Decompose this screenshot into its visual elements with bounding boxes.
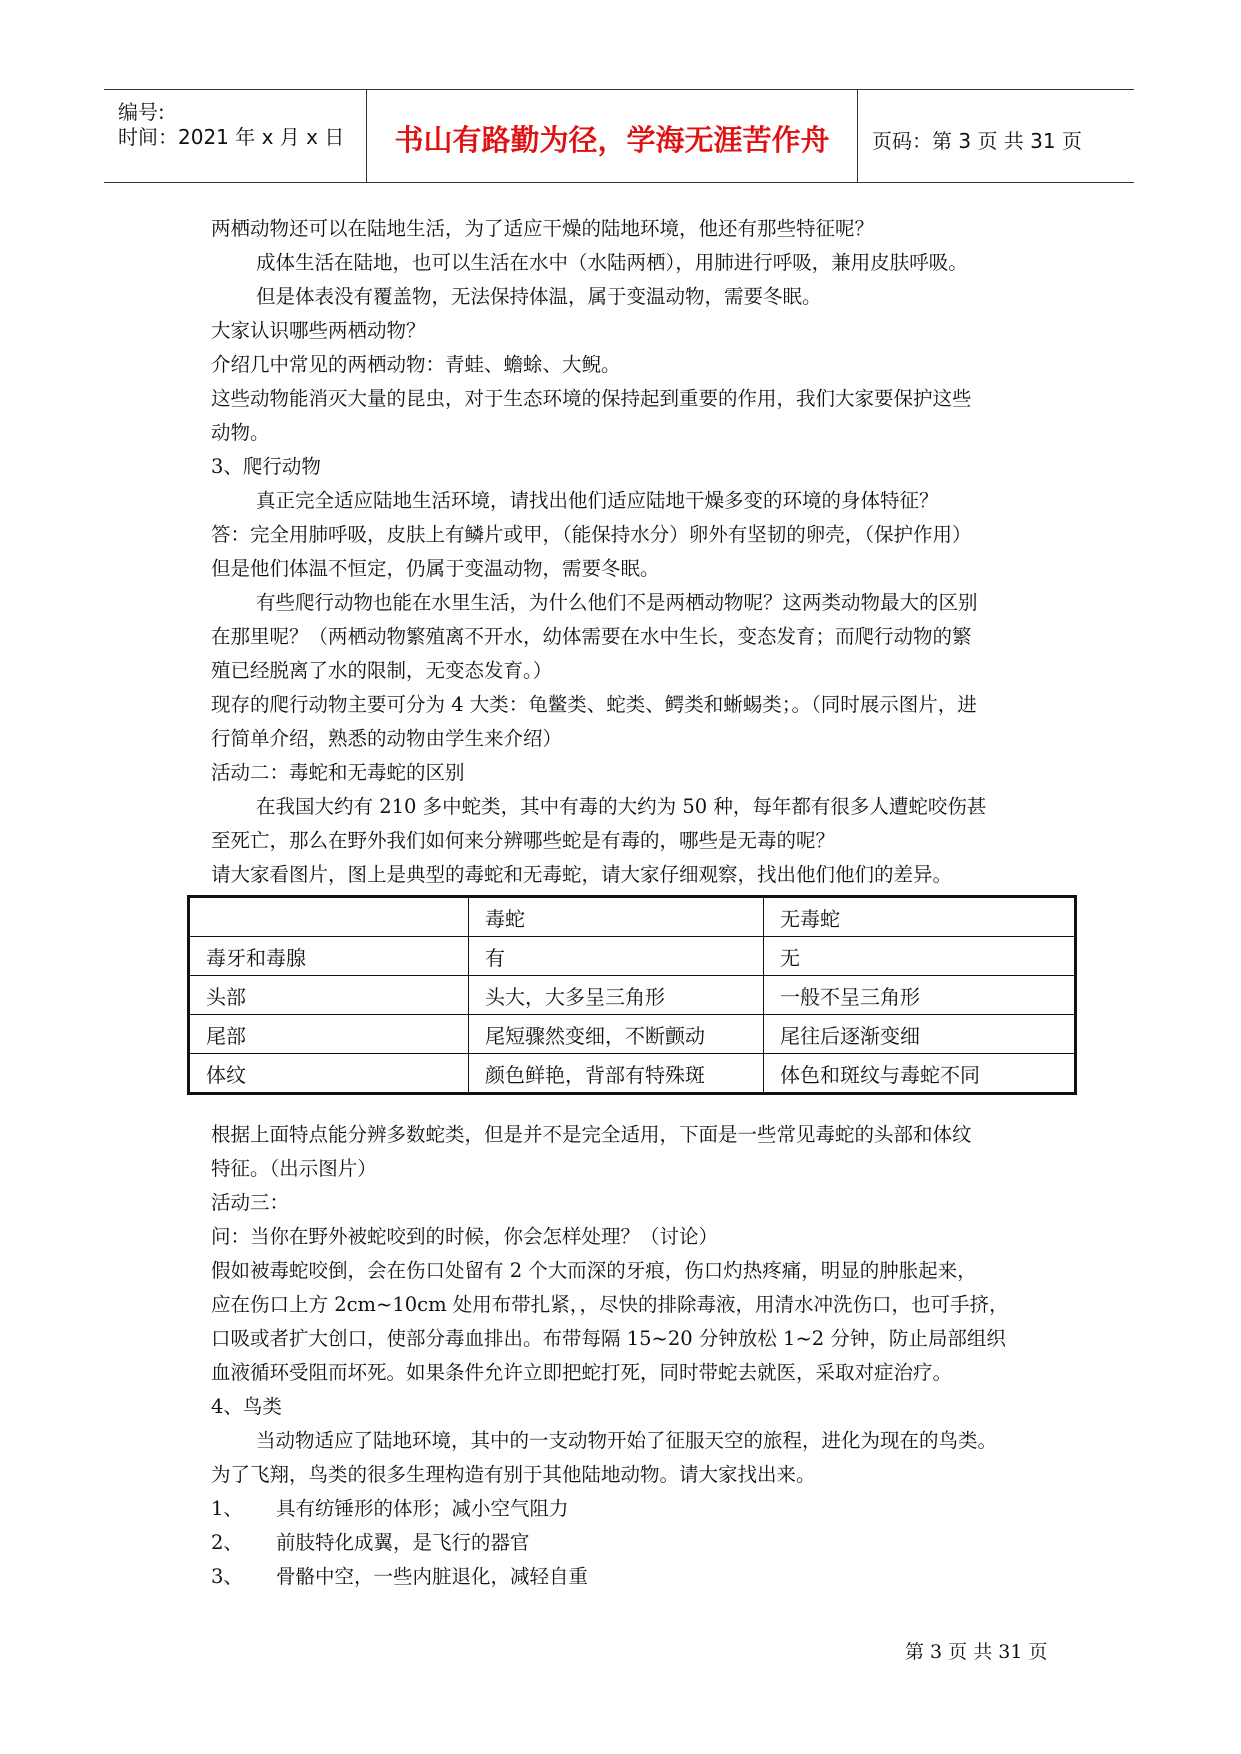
list-item: 具有纺锤形的体形；减小空气阻力	[276, 1497, 569, 1520]
paragraph-line: 行简单介绍，熟悉的动物由学生来介绍）	[211, 727, 563, 750]
list-number: 1、	[211, 1497, 243, 1520]
paragraph-line: 介绍几中常见的两栖动物：青蛙、蟾蜍、大鲵。	[211, 353, 621, 376]
list-number: 2、	[211, 1531, 243, 1554]
section-heading: 4、鸟类	[211, 1395, 282, 1418]
paragraph-line: 血液循环受阻而坏死。如果条件允许立即把蛇打死，同时带蛇去就医，采取对症治疗。	[211, 1361, 953, 1384]
table-row	[189, 937, 1076, 976]
table-row	[189, 1015, 1076, 1054]
paragraph-line: 但是他们体温不恒定，仍属于变温动物，需要冬眠。	[211, 557, 660, 580]
header-left-cell	[104, 90, 367, 182]
paragraph-line: 问：当你在野外被蛇咬到的时候，你会怎样处理？（讨论）	[211, 1225, 719, 1248]
time-label: 时间：2021 年 x 月 x 日	[118, 125, 345, 149]
section-heading: 3、爬行动物	[211, 455, 321, 478]
motto: 书山有路勤为径，学海无涯苦作舟	[394, 123, 830, 157]
paragraph-line: 口吸或者扩大创口，使部分毒血排出。布带每隔 15~20 分钟放松 1~2 分钟，防止局部组织	[211, 1327, 1006, 1350]
table-cell: 头部	[189, 976, 469, 1015]
table-cell: 一般不呈三角形	[764, 976, 1076, 1015]
header-right-cell	[858, 90, 1134, 182]
table-cell: 尾短骤然变细，不断颤动	[469, 1015, 764, 1054]
page-header	[104, 89, 1134, 183]
table-cell	[189, 897, 469, 937]
paragraph-line: 当动物适应了陆地环境，其中的一支动物开始了征服天空的旅程，进化为现在的鸟类。	[256, 1429, 998, 1452]
paragraph-line: 在那里呢？（两栖动物繁殖离不开水，幼体需要在水中生长，变态发育；而爬行动物的繁	[211, 625, 972, 648]
table-row	[189, 1054, 1076, 1094]
paragraph-line: 在我国大约有 210 多中蛇类，其中有毒的大约为 50 种，每年都有很多人遭蛇咬伤甚	[256, 795, 987, 818]
table-cell: 颜色鲜艳，背部有特殊斑	[469, 1054, 764, 1094]
table-cell: 无毒蛇	[764, 897, 1076, 937]
table-cell: 无	[764, 937, 1076, 976]
table-cell: 有	[469, 937, 764, 976]
paragraph-line: 有些爬行动物也能在水里生活，为什么他们不是两栖动物呢？这两类动物最大的区别	[256, 591, 978, 614]
table-cell: 尾往后逐渐变细	[764, 1015, 1076, 1054]
paragraph-line: 但是体表没有覆盖物，无法保持体温，属于变温动物，需要冬眠。	[256, 285, 822, 308]
snake-comparison-table	[187, 895, 1077, 1095]
section-heading: 活动二：毒蛇和无毒蛇的区别	[211, 761, 465, 784]
table-cell: 毒蛇	[469, 897, 764, 937]
paragraph-line: 动物。	[211, 421, 270, 444]
table-cell: 毒牙和毒腺	[189, 937, 469, 976]
paragraph-line: 特征。（出示图片）	[211, 1157, 377, 1180]
section-heading: 活动三：	[211, 1191, 290, 1214]
paragraph-line: 这些动物能消灭大量的昆虫，对于生态环境的保持起到重要的作用，我们大家要保护这些	[211, 387, 972, 410]
paragraph-line: 成体生活在陆地，也可以生活在水中（水陆两栖），用肺进行呼吸，兼用皮肤呼吸。	[256, 251, 968, 274]
paragraph-line: 大家认识哪些两栖动物？	[211, 319, 426, 342]
paragraph-line: 答：完全用肺呼吸，皮肤上有鳞片或甲，（能保持水分）卵外有坚韧的卵壳，（保护作用）	[211, 523, 972, 546]
paragraph-line: 应在伤口上方 2cm~10cm 处用布带扎紧，，尽快的排除毒液，用清水冲洗伤口，也可手挤，	[211, 1293, 1009, 1316]
paragraph-line: 殖已经脱离了水的限制，无变态发育。）	[211, 659, 553, 682]
table-cell: 体色和斑纹与毒蛇不同	[764, 1054, 1076, 1094]
list-number: 3、	[211, 1565, 243, 1588]
table-header-row	[189, 897, 1076, 937]
table-cell: 头大，大多呈三角形	[469, 976, 764, 1015]
page-footer: 第 3 页 共 31 页	[905, 1641, 1048, 1663]
paragraph-line: 真正完全适应陆地生活环境，请找出他们适应陆地干燥多变的环境的身体特征？	[256, 489, 939, 512]
paragraph-line: 为了飞翔，鸟类的很多生理构造有别于其他陆地动物。请大家找出来。	[211, 1463, 816, 1486]
paragraph-line: 两栖动物还可以在陆地生活，为了适应干燥的陆地环境，他还有那些特征呢？	[211, 217, 875, 240]
paragraph-line: 至死亡，那么在野外我们如何来分辨哪些蛇是有毒的，哪些是无毒的呢？	[211, 829, 836, 852]
page-label: 页码：第 3 页 共 31 页	[872, 129, 1082, 153]
serial-label: 编号:	[118, 100, 165, 124]
header-motto-cell	[367, 90, 858, 182]
paragraph-line: 假如被毒蛇咬倒，会在伤口处留有 2 个大而深的牙痕，伤口灼热疼痛，明显的肿胀起来，	[211, 1259, 977, 1282]
paragraph-line: 请大家看图片，图上是典型的毒蛇和无毒蛇，请大家仔细观察，找出他们他们的差异。	[211, 863, 953, 886]
table-row	[189, 976, 1076, 1015]
list-item: 前肢特化成翼，是飞行的器官	[276, 1531, 530, 1554]
table-cell: 体纹	[189, 1054, 469, 1094]
list-item: 骨骼中空，一些内脏退化，减轻自重	[276, 1565, 589, 1588]
table-cell: 尾部	[189, 1015, 469, 1054]
paragraph-line: 现存的爬行动物主要可分为 4 大类：龟鳖类、蛇类、鳄类和蜥蜴类；。（同时展示图片，进	[211, 693, 977, 716]
paragraph-line: 根据上面特点能分辨多数蛇类，但是并不是完全适用，下面是一些常见毒蛇的头部和体纹	[211, 1123, 972, 1146]
